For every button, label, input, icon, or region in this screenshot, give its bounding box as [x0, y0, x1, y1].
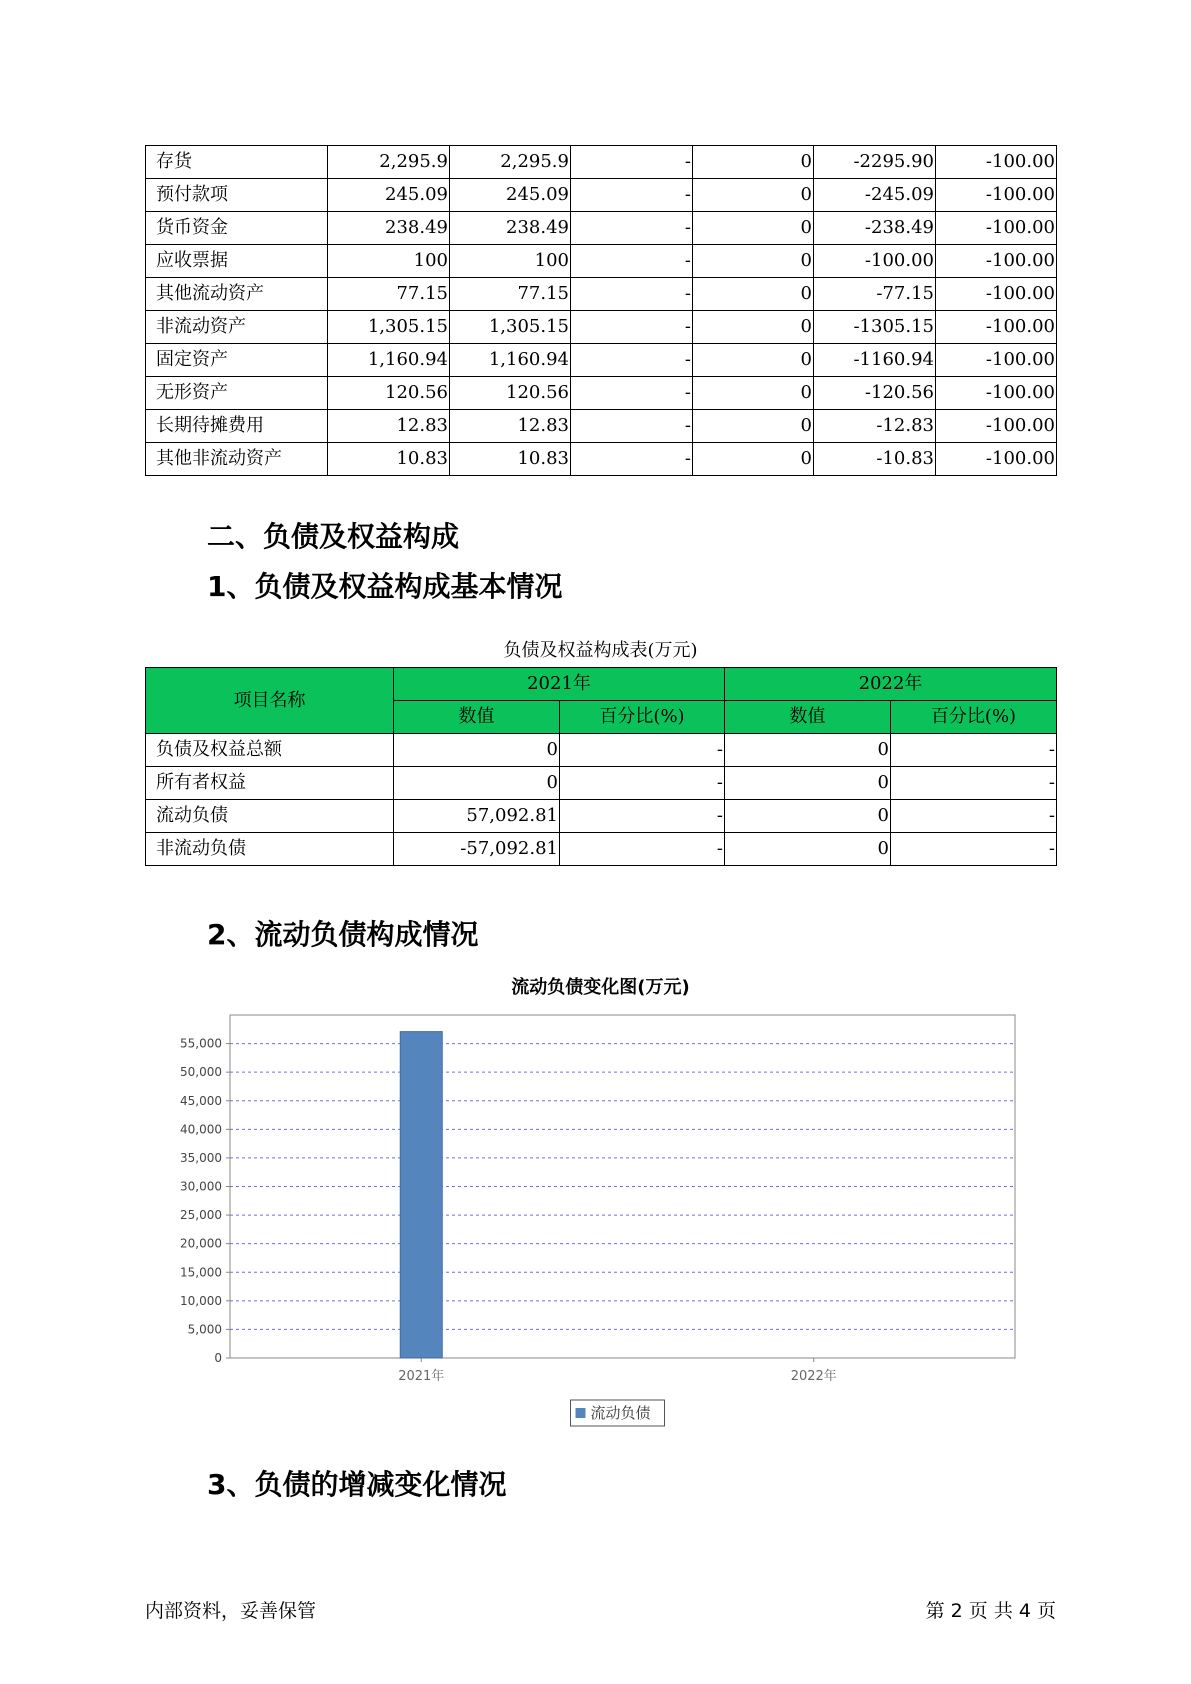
- y-tick-label: 40,000: [180, 1122, 222, 1137]
- cell-value: -: [571, 278, 693, 311]
- asset-table-body: [146, 146, 1057, 476]
- cell-value: 120.56: [450, 377, 571, 410]
- cell-value: 238.49: [450, 212, 571, 245]
- cell-value: -: [891, 734, 1057, 767]
- cell-value: -100.00: [814, 245, 936, 278]
- cell-value: -: [571, 410, 693, 443]
- cell-value: 100: [450, 245, 571, 278]
- cell-value: 0: [693, 212, 814, 245]
- cell-value: -: [560, 833, 725, 866]
- cell-value: 245.09: [328, 179, 450, 212]
- table-row: [146, 767, 1057, 800]
- table-row: [146, 179, 1057, 212]
- table-row: [146, 410, 1057, 443]
- table-row: [146, 800, 1057, 833]
- section-heading: 二、负债及权益构成: [207, 520, 460, 553]
- subsection-heading-2: 2、流动负债构成情况: [207, 918, 479, 951]
- cell-value: 0: [394, 734, 560, 767]
- table-row: [146, 212, 1057, 245]
- cell-value: -: [571, 245, 693, 278]
- cell-value: -: [560, 800, 725, 833]
- debt-col-value-2: 数值: [725, 701, 891, 734]
- cell-value: 2,295.9: [328, 146, 450, 179]
- cell-value: 0: [693, 179, 814, 212]
- cell-value: -: [571, 146, 693, 179]
- cell-value: -: [891, 767, 1057, 800]
- cell-value: -10.83: [814, 443, 936, 476]
- cell-value: 0: [725, 800, 891, 833]
- footer-page-number: 第 2 页 共 4 页: [925, 1600, 1056, 1622]
- row-label: 负债及权益总额: [146, 734, 394, 767]
- cell-value: 0: [693, 410, 814, 443]
- cell-value: 238.49: [328, 212, 450, 245]
- cell-value: -100.00: [936, 212, 1057, 245]
- debt-col-year1: 2021年: [394, 668, 725, 701]
- cell-value: 0: [693, 443, 814, 476]
- cell-value: 1,160.94: [450, 344, 571, 377]
- cell-value: -: [571, 344, 693, 377]
- cell-value: 12.83: [328, 410, 450, 443]
- cell-value: 1,160.94: [328, 344, 450, 377]
- asset-table: [145, 145, 1057, 476]
- cell-value: -1305.15: [814, 311, 936, 344]
- cell-value: 0: [693, 311, 814, 344]
- current-liabilities-chart: [160, 1005, 1030, 1435]
- cell-value: 120.56: [328, 377, 450, 410]
- row-label: 非流动负债: [146, 833, 394, 866]
- cell-value: 0: [693, 146, 814, 179]
- y-tick-label: 30,000: [180, 1179, 222, 1194]
- table-row: [146, 245, 1057, 278]
- row-label: 流动负债: [146, 800, 394, 833]
- debt-table: [145, 667, 1057, 866]
- table-row: [146, 833, 1057, 866]
- cell-value: -12.83: [814, 410, 936, 443]
- cell-value: -100.00: [936, 245, 1057, 278]
- row-label: 货币资金: [146, 212, 328, 245]
- cell-value: -: [891, 800, 1057, 833]
- x-tick-label: 2021年: [398, 1369, 445, 1384]
- row-label: 其他非流动资产: [146, 443, 328, 476]
- cell-value: 0: [725, 734, 891, 767]
- cell-value: -120.56: [814, 377, 936, 410]
- cell-value: -: [560, 767, 725, 800]
- table-row: [146, 344, 1057, 377]
- table-row: [146, 734, 1057, 767]
- cell-value: -100.00: [936, 377, 1057, 410]
- table-row: [146, 311, 1057, 344]
- y-tick-label: 45,000: [180, 1093, 222, 1108]
- y-tick-label: 15,000: [180, 1265, 222, 1280]
- y-tick-label: 20,000: [180, 1236, 222, 1251]
- x-tick-label: 2022年: [790, 1369, 837, 1384]
- cell-value: 1,305.15: [328, 311, 450, 344]
- cell-value: -77.15: [814, 278, 936, 311]
- cell-value: 0: [693, 278, 814, 311]
- row-label: 其他流动资产: [146, 278, 328, 311]
- y-tick-label: 50,000: [180, 1065, 222, 1080]
- debt-table-caption: 负债及权益构成表(万元): [503, 640, 698, 661]
- row-label: 应收票据: [146, 245, 328, 278]
- cell-value: 0: [394, 767, 560, 800]
- footer-confidential: 内部资料，妥善保管: [145, 1600, 317, 1622]
- cell-value: 245.09: [450, 179, 571, 212]
- cell-value: -100.00: [936, 179, 1057, 212]
- legend-swatch: [576, 1408, 586, 1418]
- debt-col-pct-2: 百分比(%): [891, 701, 1057, 734]
- row-label: 存货: [146, 146, 328, 179]
- cell-value: -: [560, 734, 725, 767]
- cell-value: -100.00: [936, 443, 1057, 476]
- cell-value: -: [571, 179, 693, 212]
- debt-table-body: [146, 668, 1057, 866]
- cell-value: -: [571, 212, 693, 245]
- cell-value: -100.00: [936, 278, 1057, 311]
- cell-value: -100.00: [936, 410, 1057, 443]
- debt-col-pct-1: 百分比(%): [560, 701, 725, 734]
- cell-value: 12.83: [450, 410, 571, 443]
- table-row: [146, 146, 1057, 179]
- table-row: [146, 278, 1057, 311]
- row-label: 长期待摊费用: [146, 410, 328, 443]
- cell-value: -100.00: [936, 146, 1057, 179]
- row-label: 预付款项: [146, 179, 328, 212]
- cell-value: 100: [328, 245, 450, 278]
- legend-label: 流动负债: [590, 1404, 651, 1422]
- row-label: 无形资产: [146, 377, 328, 410]
- y-tick-label: 5,000: [187, 1322, 222, 1337]
- cell-value: -: [891, 833, 1057, 866]
- cell-value: -245.09: [814, 179, 936, 212]
- cell-value: 10.83: [450, 443, 571, 476]
- cell-value: 10.83: [328, 443, 450, 476]
- table-row: [146, 377, 1057, 410]
- debt-col-value-1: 数值: [394, 701, 560, 734]
- cell-value: 77.15: [450, 278, 571, 311]
- cell-value: -57,092.81: [394, 833, 560, 866]
- chart-title: 流动负债变化图(万元): [511, 977, 690, 998]
- cell-value: -238.49: [814, 212, 936, 245]
- cell-value: 0: [693, 344, 814, 377]
- cell-value: 0: [693, 245, 814, 278]
- cell-value: -100.00: [936, 344, 1057, 377]
- y-tick-label: 0: [214, 1351, 222, 1365]
- cell-value: -: [571, 377, 693, 410]
- cell-value: -2295.90: [814, 146, 936, 179]
- cell-value: 2,295.9: [450, 146, 571, 179]
- y-tick-label: 35,000: [180, 1150, 222, 1165]
- y-tick-label: 55,000: [180, 1036, 222, 1051]
- bar: [400, 1032, 442, 1358]
- cell-value: -1160.94: [814, 344, 936, 377]
- table-row: [146, 443, 1057, 476]
- cell-value: 0: [725, 767, 891, 800]
- cell-value: -: [571, 443, 693, 476]
- cell-value: 1,305.15: [450, 311, 571, 344]
- row-label: 非流动资产: [146, 311, 328, 344]
- y-tick-label: 10,000: [180, 1293, 222, 1308]
- cell-value: 0: [725, 833, 891, 866]
- cell-value: 57,092.81: [394, 800, 560, 833]
- debt-col-year2: 2022年: [725, 668, 1057, 701]
- debt-col-item: 项目名称: [146, 668, 394, 734]
- cell-value: -: [571, 311, 693, 344]
- subsection-heading-3: 3、负债的增减变化情况: [207, 1468, 507, 1501]
- row-label: 所有者权益: [146, 767, 394, 800]
- cell-value: 77.15: [328, 278, 450, 311]
- y-tick-label: 25,000: [180, 1208, 222, 1223]
- cell-value: -100.00: [936, 311, 1057, 344]
- row-label: 固定资产: [146, 344, 328, 377]
- subsection-heading-1: 1、负债及权益构成基本情况: [207, 570, 563, 603]
- debt-header-row-1: [146, 668, 1057, 701]
- cell-value: 0: [693, 377, 814, 410]
